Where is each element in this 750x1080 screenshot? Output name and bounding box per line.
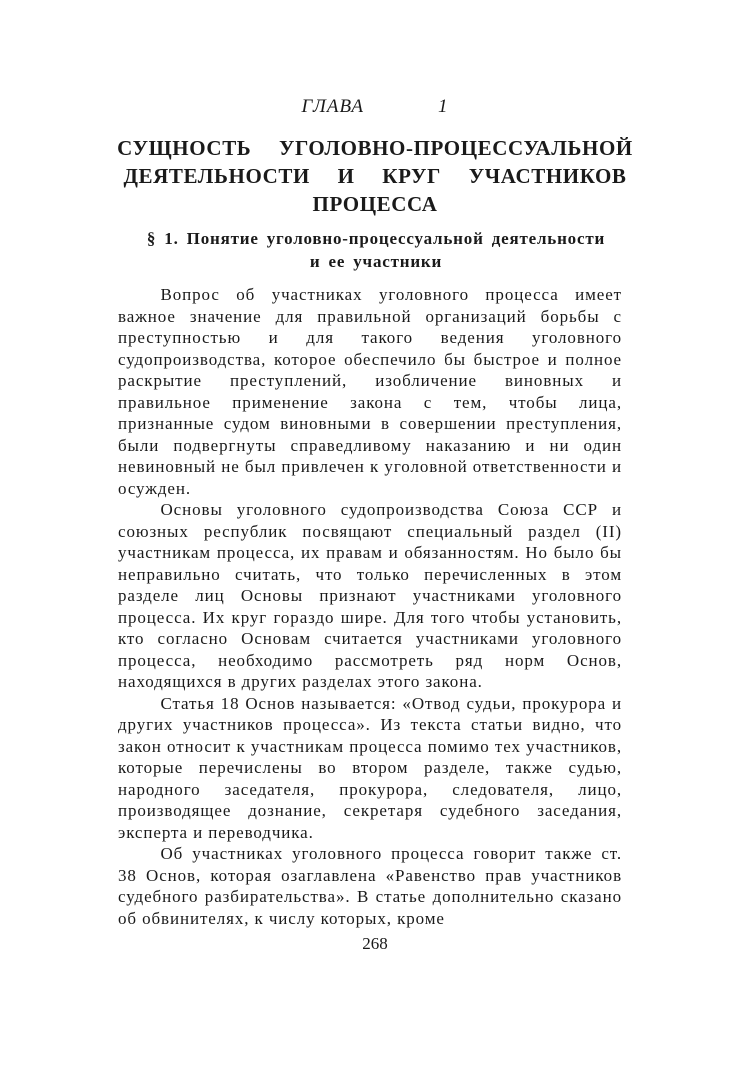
chapter-label bbox=[0, 96, 750, 118]
body-text bbox=[118, 284, 622, 929]
chapter-word: ГЛАВА bbox=[301, 96, 365, 117]
section-title-line: и ее участники bbox=[309, 252, 443, 271]
chapter-title-line: ДЕЯТЕЛЬНОСТИ И КРУГ УЧАСТНИКОВ bbox=[123, 164, 627, 188]
section-title-line: § 1. Понятие уголовно-процессуальной деятельности bbox=[146, 229, 606, 248]
paragraph: Об участниках уголовного процесса говорит также ст. 38 Основ, которая озаглавлена «Равенство прав участников судебного разбирательства». В статье дополнительно сказано об обвинителях, к числу которых, кроме bbox=[118, 844, 622, 928]
chapter-title-line: СУЩНОСТЬ УГОЛОВНО-ПРОЦЕССУАЛЬНОЙ bbox=[117, 136, 633, 160]
page-number: 268 bbox=[362, 934, 388, 953]
chapter-number: 1 bbox=[438, 96, 449, 117]
chapter-title-line: ПРОЦЕССА bbox=[312, 192, 438, 216]
section-title bbox=[96, 227, 656, 273]
paragraph: Вопрос об участниках уголовного процесса имеет важное значение для правильной организаций борьбы с преступностью и для такого ведения уголовного судопроизводства, которое обеспечило бы быстрое и полное раскрытие преступлений, изобличение виновных и правильное применение закона с тем, чтобы лица, признанные судом виновными в совершении преступления, были подвергнуты справедливому наказанию и ни один невиновный не был привлечен к уголовной ответственности и осужден. bbox=[118, 285, 622, 498]
paragraph: Основы уголовного судопроизводства Союза ССР и союзных республик посвящают специальный раздел (II) участникам процесса, их правам и обязанностям. Но было бы неправильно считать, что только перечисленных в этом разделе лиц Основы признают участниками уголовного процесса. Их круг гораздо шире. Для того чтобы установить, кто согласно Основам считается участниками уголовного процесса, необходимо рассмотреть ряд норм Основ, находящихся в других разделах этого закона. bbox=[118, 500, 622, 691]
paragraph: Статья 18 Основ называется: «Отвод судьи, прокурора и других участников процесса». Из текста статьи видно, что закон относит к участникам процесса помимо тех участников, которые перечислены во втором разделе, также судью, народного заседателя, прокурора, следователя, лицо, производящее дознание, секретаря судебного заседания, эксперта и переводчика. bbox=[118, 693, 622, 842]
chapter-title bbox=[100, 134, 650, 218]
